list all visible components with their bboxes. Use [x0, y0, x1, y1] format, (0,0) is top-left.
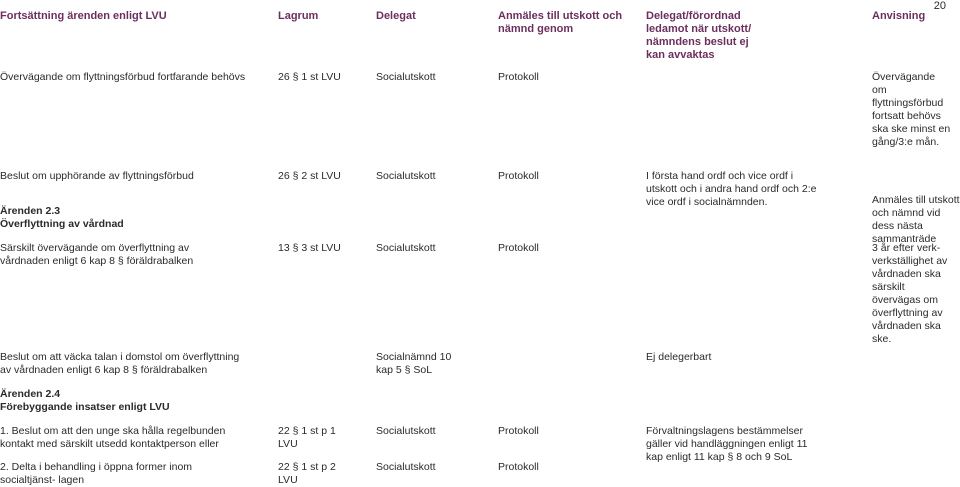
row-sarskilt-delegat: Socialutskott: [376, 242, 436, 254]
header-col-delegat: Delegat: [376, 10, 416, 22]
row-overvagande-anmales: Protokoll: [498, 71, 539, 83]
row-upphorande-anmales: Protokoll: [498, 170, 539, 182]
row-vacka-talan-title: Beslut om att väcka talan i domstol om överflyttning av vårdnaden enligt 6 kap 8 § föräldrabalken: [0, 351, 240, 376]
row-vacka-talan-forordnad: Ej delegerbart: [646, 351, 712, 363]
section-2-4-title: Förebyggande insatser enligt LVU: [0, 401, 170, 413]
row-sarskilt-anmales: Protokoll: [498, 242, 539, 254]
header-col-lagrum: Lagrum: [278, 10, 319, 22]
row-kontaktperson-lagrum: 22 § 1 st p 1 LVU: [278, 425, 336, 450]
row-behandling-title: 2. Delta i behandling i öppna former inom socialtjänst- lagen: [0, 461, 193, 486]
row-overvagande-lagrum: 26 § 1 st LVU: [278, 71, 341, 83]
row-behandling-delegat: Socialutskott: [376, 461, 436, 473]
header-col-forordnad: Delegat/förordnad ledamot när utskott/ nämndens beslut ej kan avvaktas: [646, 10, 752, 61]
section-2-4-label: Ärenden 2.4: [0, 388, 61, 400]
row-kontaktperson-delegat: Socialutskott: [376, 425, 436, 437]
row-upphorande-title: Beslut om upphörande av flyttningsförbud: [0, 170, 194, 182]
row-overvagande-title: Övervägande om flyttningsförbud fortfarande behövs: [0, 71, 246, 83]
section-2-3-label: Ärenden 2.3: [0, 205, 61, 217]
header-col-anvisning: Anvisning: [872, 10, 926, 22]
row-overvagande-delegat: Socialutskott: [376, 71, 436, 83]
header-col-anmales: Anmäles till utskott och nämnd genom: [498, 10, 623, 35]
row-sarskilt-anvisning: 3 år efter verk- verkställighet av vårdnaden ska särskilt övervägas om överflyttning av vårdnaden ska ske.: [872, 242, 948, 345]
row-upphorande-delegat: Socialutskott: [376, 170, 436, 182]
row-upphorande-anvisning: Anmäles till utskott och nämnd vid dess nästa sammanträde: [872, 194, 960, 245]
page-number: 20: [933, 0, 946, 12]
row-behandling-lagrum: 22 § 1 st p 2 LVU: [278, 461, 336, 486]
row-kontaktperson-title: 1. Beslut om att den unge ska hålla regelbunden kontakt med särskilt utsedd kontaktperson eller: [0, 425, 226, 450]
row-upphorande-forordnad: I första hand ordf och vice ordf i utskott och i andra hand ordf och 2:e vice ordf i socialnämnden.: [646, 170, 817, 208]
row-behandling-anmales: Protokoll: [498, 461, 539, 473]
row-kontaktperson-forordnad: Förvaltningslagens bestämmelser gäller vid handläggningen enligt 11 kap enligt 11 kap § 8 och 9 SoL: [646, 425, 808, 463]
header-col-arenden: Fortsättning ärenden enligt LVU: [0, 10, 167, 22]
section-2-3-title: Överflyttning av vårdnad: [0, 218, 124, 230]
row-kontaktperson-anmales: Protokoll: [498, 425, 539, 437]
row-overvagande-anvisning: Övervägande om flyttningsförbud fortsatt behövs ska ske minst en gång/3:e mån.: [872, 71, 951, 148]
row-upphorande-lagrum: 26 § 2 st LVU: [278, 170, 341, 182]
row-vacka-talan-delegat: Socialnämnd 10 kap 5 § SoL: [376, 351, 452, 376]
row-sarskilt-lagrum: 13 § 3 st LVU: [278, 242, 341, 254]
row-sarskilt-title: Särskilt övervägande om överflyttning av vårdnaden enligt 6 kap 8 § föräldrabalken: [0, 242, 194, 267]
